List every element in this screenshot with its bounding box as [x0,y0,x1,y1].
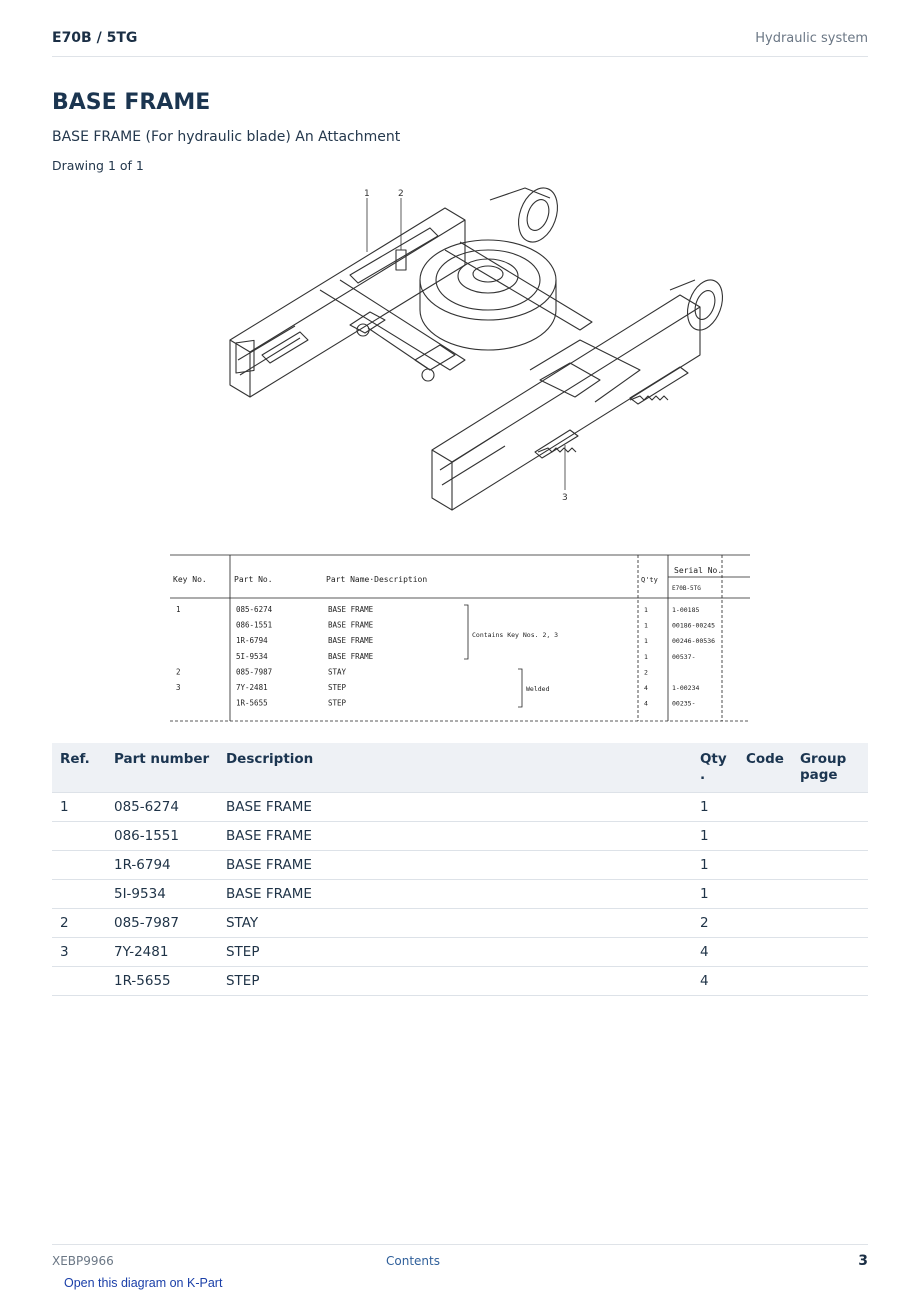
legacy-cell-key: 2 [176,667,181,677]
legacy-cell-qty: 1 [644,637,648,646]
parts-table-header [52,743,868,793]
legacy-header-desc: Part Name·Description [326,575,428,584]
cell-part-number: 1R-5655 [106,967,218,996]
cell-code [738,851,792,880]
legacy-cell-part: 086-1551 [236,620,273,630]
cell-qty: 1 [692,880,738,909]
cell-qty: 1 [692,793,738,822]
section-label: Hydraulic system [755,31,868,46]
col-part-number: Part number [106,743,218,793]
parts-table [52,743,868,996]
cell-group-page [792,851,868,880]
table-row [52,967,868,996]
table-row [52,851,868,880]
cell-code [738,938,792,967]
legacy-cell-qty: 1 [644,621,648,630]
contents-link[interactable]: Contents [386,1254,440,1268]
legacy-cell-key: 3 [176,683,181,692]
table-row [52,938,868,967]
cell-description: STAY [218,909,692,938]
legacy-cell-part: 7Y-2481 [236,683,268,692]
cell-qty: 2 [692,909,738,938]
doc-id: XEBP9966 [52,1254,114,1268]
legacy-cell-serial: 00186-00245 [672,621,716,630]
legacy-cell-name: BASE FRAME [328,651,374,661]
col-group-page [792,743,868,793]
legacy-cell-part: 5I-9534 [236,651,268,661]
col-code: Code [738,743,792,793]
legacy-cell-name: STEP [328,683,347,692]
cell-code [738,880,792,909]
legacy-cell-qty: 4 [644,699,648,708]
col-qty-label: Qty [699,751,727,767]
cell-code [738,909,792,938]
cell-group-page [792,967,868,996]
legacy-cell-key: 1 [176,605,181,614]
legacy-note-welded: Welded [526,685,550,693]
legacy-cell-part: 085-6274 [236,605,273,614]
page-number: 3 [858,1253,868,1269]
drawing-count: Drawing 1 of 1 [52,158,144,173]
legacy-cell-qty: 1 [644,606,648,614]
legacy-cell-part: 1R-5655 [236,698,268,708]
page-header [52,28,868,57]
model-label: E70B / 5TG [52,30,138,46]
legacy-note-contains: Contains Key Nos. 2, 3 [472,631,559,639]
col-description: Description [218,743,692,793]
base-frame-illustration [200,180,740,540]
cell-ref [52,967,106,996]
cell-description: STEP [218,967,692,996]
page-footer [52,1244,868,1275]
cell-ref [52,822,106,851]
cell-part-number: 7Y-2481 [106,938,218,967]
legacy-cell-name: BASE FRAME [328,605,374,614]
cell-part-number: 1R-6794 [106,851,218,880]
legacy-header-serial-sub: E70B-5TG [672,585,701,592]
cell-description: BASE FRAME [218,880,692,909]
legacy-header-part: Part No. [234,575,273,584]
legacy-cell-part: 1R-6794 [236,636,268,646]
col-qty [692,743,738,793]
cell-code [738,793,792,822]
page-subtitle: BASE FRAME (For hydraulic blade) An Attachment [52,129,401,145]
legacy-cell-serial: 00235- [672,699,696,708]
legacy-cell-name: BASE FRAME [328,636,374,646]
page-title: BASE FRAME [52,90,211,115]
callout-1: 1 [364,189,370,199]
table-row [52,880,868,909]
cell-description: STEP [218,938,692,967]
legacy-cell-serial: 00537- [672,652,696,661]
cell-ref: 2 [52,909,106,938]
table-row [52,822,868,851]
legacy-cell-name: BASE FRAME [328,620,374,630]
col-group-label: Group [799,751,847,767]
legacy-cell-part: 085-7987 [236,667,273,677]
table-row [52,793,868,822]
legacy-parts-table [168,553,752,725]
col-qty-dot: . [699,767,706,783]
cell-code [738,822,792,851]
table-row [52,909,868,938]
kpart-link[interactable]: Open this diagram on K-Part [64,1276,223,1290]
cell-qty: 1 [692,851,738,880]
cell-part-number: 086-1551 [106,822,218,851]
cell-qty: 4 [692,967,738,996]
callout-3: 3 [562,493,568,503]
cell-group-page [792,822,868,851]
callout-2: 2 [398,189,404,199]
cell-ref: 1 [52,793,106,822]
cell-part-number: 085-7987 [106,909,218,938]
legacy-cell-name: STAY [328,667,347,677]
cell-qty: 4 [692,938,738,967]
legacy-cell-serial: 00246-00536 [672,637,716,646]
legacy-header-key: Key No. [173,575,207,584]
cell-ref [52,851,106,880]
legacy-cell-serial: 1-00234 [672,684,700,692]
legacy-cell-qty: 1 [644,652,648,661]
cell-ref [52,880,106,909]
legacy-cell-qty: 4 [644,684,648,692]
cell-part-number: 085-6274 [106,793,218,822]
cell-ref: 3 [52,938,106,967]
cell-group-page [792,793,868,822]
cell-group-page [792,880,868,909]
cell-group-page [792,909,868,938]
cell-description: BASE FRAME [218,851,692,880]
legacy-header-serial: Serial No. [674,566,723,575]
col-ref: Ref. [52,743,106,793]
cell-description: BASE FRAME [218,822,692,851]
legacy-cell-qty: 2 [644,668,648,677]
legacy-cell-name: STEP [328,698,347,708]
cell-part-number: 5I-9534 [106,880,218,909]
cell-qty: 1 [692,822,738,851]
cell-description: BASE FRAME [218,793,692,822]
cell-code [738,967,792,996]
legacy-cell-serial: 1-00185 [672,606,700,614]
col-page-label: page [799,767,838,783]
cell-group-page [792,938,868,967]
legacy-header-qty: Q'ty [641,576,658,584]
